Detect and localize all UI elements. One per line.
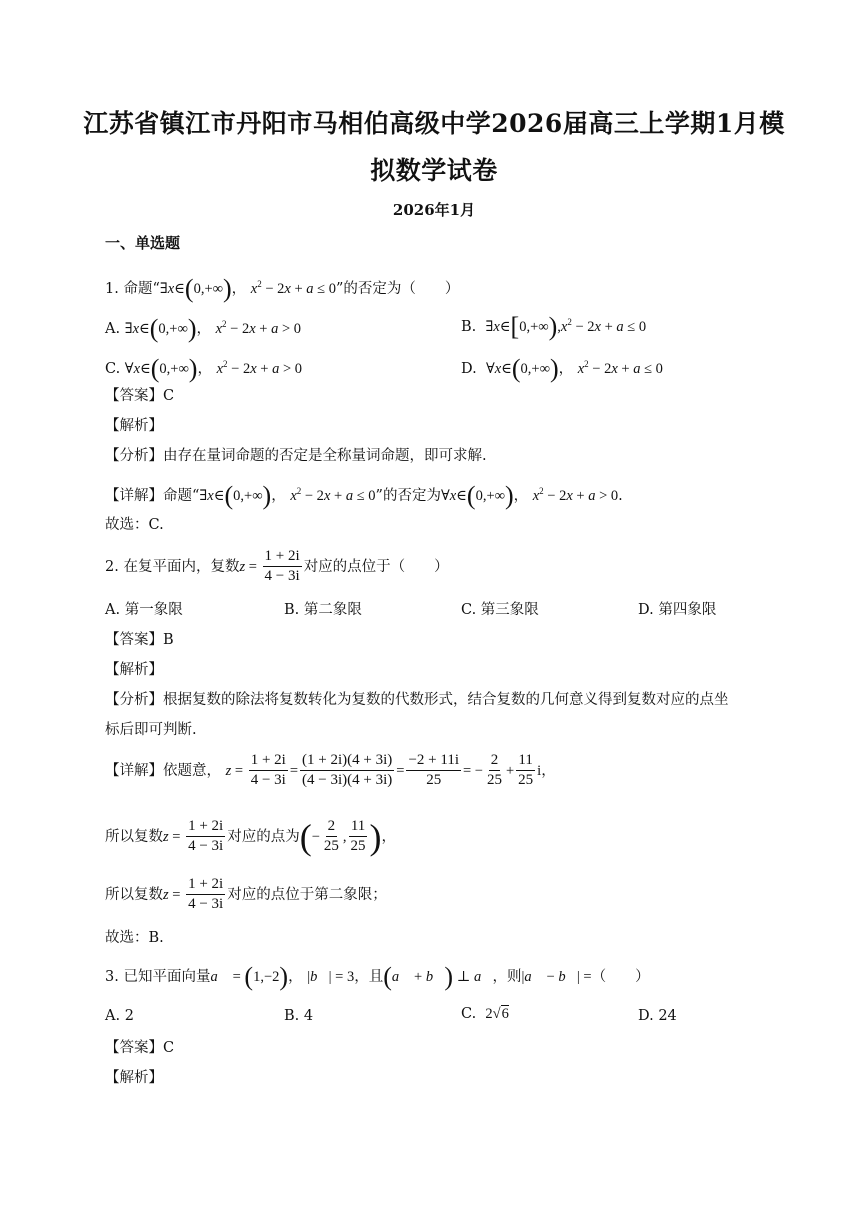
q2-fenxi-line2: 标后即可判断. — [105, 722, 197, 738]
q3-option-c: C. 2√6 — [461, 1006, 509, 1022]
q2-point-line: 所以复数z = $\frac{1 + 2i}{4 - 3i}$ 对应的点为(− $\frac{2}{25}$ , $\frac{11}{25}$ )， — [105, 816, 397, 857]
q2-answer: 【答案】B — [105, 632, 174, 648]
q3-option-d: D. 24 — [638, 1008, 677, 1024]
section-title: 一、单选题 — [105, 234, 181, 252]
q1-answer: 【答案】C — [105, 388, 175, 404]
q3-answer: 【答案】C — [105, 1040, 175, 1056]
q1-option-b: B. $\exists x\in[0,+\infty),x^2 - 2x + a \le 0$ — [461, 312, 647, 341]
q1-xiangjie: 【详解】命题“∃x∈(0,+∞)， $x^2 - 2x + a \le 0$”的否定为∀x∈(0,+∞)， $x^2 - 2x + a > 0$. — [105, 481, 623, 510]
q2-option-d: D. 第四象限 — [638, 602, 717, 618]
q1-option-d: D. ∀x∈(0,+∞)， $x^2 - 2x + a \le 0$ — [461, 354, 663, 383]
q3-option-a: A. 2 — [105, 1008, 134, 1024]
q1-analysis-title: 【解析】 — [105, 418, 163, 434]
q2-fenxi-line1: 【分析】根据复数的除法将复数转化为复数的代数形式，结合复数的几何意义得到复数对应的点坐 — [105, 692, 729, 708]
q1-conclusion: 故选：C. — [105, 517, 164, 533]
q2-option-c: C. 第三象限 — [461, 602, 539, 618]
exam-title-line2: 拟数学试卷 — [370, 156, 498, 185]
exam-title-line1: 江苏省镇江市丹阳市马相伯高级中学2026届高三上学期1月模 — [83, 109, 785, 138]
q2-stem: 2. 在复平面内，复数z = $\frac{1 + 2i}{4 - 3i}$ 对应的点位于（ ） — [105, 548, 449, 585]
exam-date: 2026年1月 — [392, 201, 476, 219]
q2-xiangjie: 【详解】依题意， z = $\frac{1 + 2i}{4 - 3i}$ = $\frac{(1 + 2i)(4 + 3i)}{(4 - 3i)(4 + 3i)}$ = $\frac{-2 + 11i}{25}$ = − $\frac{2}{25}$ + $\frac{11}{25}$ i， — [105, 752, 556, 789]
q2-option-a: A. 第一象限 — [105, 602, 183, 618]
q2-analysis-title: 【解析】 — [105, 662, 163, 678]
q3-option-b: B. 4 — [284, 1008, 314, 1024]
q3-stem: 3. 已知平面向量a⃗ = (1,−2)， |b⃗| = 3，且(a⃗ + b⃗) ⊥ a⃗，则|a⃗ − b⃗| =（ ） — [105, 962, 650, 991]
q1-option-a: A. ∃x∈(0,+∞)， $x^2 - 2x + a > 0$ — [105, 314, 302, 343]
q3-analysis-title: 【解析】 — [105, 1070, 163, 1086]
q2-quadrant-line: 所以复数z = $\frac{1 + 2i}{4 - 3i}$ 对应的点位于第二象限； — [105, 876, 387, 913]
q2-conclusion: 故选：B. — [105, 930, 164, 946]
q1-fenxi: 【分析】由存在量词命题的否定是全称量词命题，即可求解. — [105, 448, 487, 464]
q1-stem: 1. 命题“∃x∈(0,+∞)， $x^2 - 2x + a \le 0$”的否定为（ ） — [105, 274, 460, 303]
q1-option-c: C. ∀x∈(0,+∞)， $x^2 - 2x + a > 0$ — [105, 354, 303, 383]
q2-option-b: B. 第二象限 — [284, 602, 362, 618]
